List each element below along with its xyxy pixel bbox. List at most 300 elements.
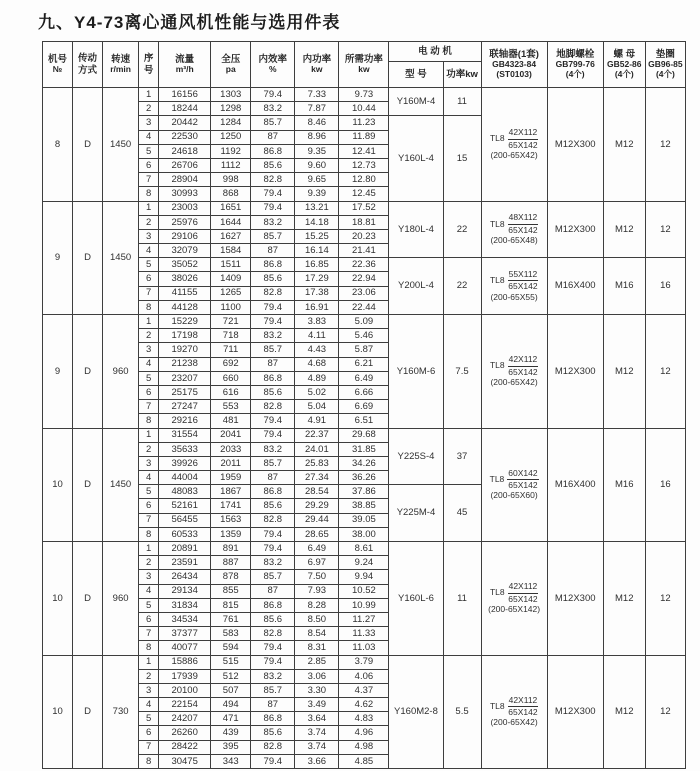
flow-cell: 23207 — [159, 371, 211, 385]
internal-power-cell: 16.14 — [295, 244, 339, 258]
pressure-cell: 343 — [211, 754, 251, 768]
seq-cell: 4 — [139, 244, 159, 258]
seq-cell: 6 — [139, 612, 159, 626]
coupling-note: (200-65X42) — [490, 717, 538, 728]
drive-mode-cell: D — [73, 542, 103, 656]
flow-cell: 26260 — [159, 726, 211, 740]
efficiency-cell: 85.6 — [251, 726, 295, 740]
efficiency-cell: 85.7 — [251, 343, 295, 357]
motor-power-cell: 22 — [443, 201, 481, 258]
required-power-cell: 12.41 — [339, 144, 389, 158]
required-power-cell: 10.44 — [339, 102, 389, 116]
flow-cell: 23003 — [159, 201, 211, 215]
required-power-cell: 10.99 — [339, 598, 389, 612]
flow-cell: 24207 — [159, 712, 211, 726]
speed-cell: 1450 — [103, 201, 139, 315]
flow-cell: 21238 — [159, 357, 211, 371]
seq-cell: 3 — [139, 456, 159, 470]
internal-power-cell: 2.85 — [295, 655, 339, 669]
pressure-cell: 512 — [211, 669, 251, 683]
seq-cell: 4 — [139, 357, 159, 371]
flow-cell: 29106 — [159, 229, 211, 243]
seq-cell: 3 — [139, 343, 159, 357]
nut-cell: M12 — [603, 88, 645, 202]
seq-cell: 3 — [139, 570, 159, 584]
efficiency-cell: 87 — [251, 471, 295, 485]
motor-power-cell: 37 — [443, 428, 481, 485]
pressure-cell: 887 — [211, 556, 251, 570]
machine-no-cell: 8 — [43, 88, 73, 202]
seq-cell: 2 — [139, 102, 159, 116]
speed-cell: 730 — [103, 655, 139, 769]
required-power-cell: 5.46 — [339, 329, 389, 343]
flow-cell: 30475 — [159, 754, 211, 768]
machine-no-cell: 10 — [43, 655, 73, 769]
efficiency-cell: 85.6 — [251, 272, 295, 286]
internal-power-cell: 7.87 — [295, 102, 339, 116]
coupling-cell — [481, 542, 547, 656]
pressure-cell: 1100 — [211, 300, 251, 314]
pressure-cell: 594 — [211, 641, 251, 655]
flow-cell: 29134 — [159, 584, 211, 598]
efficiency-cell: 86.8 — [251, 144, 295, 158]
internal-power-cell: 22.37 — [295, 428, 339, 442]
washer-cell: 12 — [645, 315, 685, 429]
flow-cell: 30993 — [159, 187, 211, 201]
internal-power-cell: 3.74 — [295, 740, 339, 754]
efficiency-cell: 79.4 — [251, 187, 295, 201]
efficiency-cell: 79.4 — [251, 542, 295, 556]
required-power-cell: 9.24 — [339, 556, 389, 570]
internal-power-cell: 8.50 — [295, 612, 339, 626]
motor-model-cell: Y160M2-8 — [389, 655, 443, 769]
internal-power-cell: 29.44 — [295, 513, 339, 527]
efficiency-cell: 83.2 — [251, 215, 295, 229]
col-header-nut: 螺 母 GB52-86 (4个) — [603, 42, 645, 88]
internal-power-cell: 17.38 — [295, 286, 339, 300]
pressure-cell: 998 — [211, 173, 251, 187]
required-power-cell: 10.52 — [339, 584, 389, 598]
flow-cell: 23591 — [159, 556, 211, 570]
seq-cell: 2 — [139, 442, 159, 456]
efficiency-cell: 79.4 — [251, 428, 295, 442]
seq-cell: 7 — [139, 173, 159, 187]
anchor-bolt-cell: M16X400 — [547, 428, 603, 542]
coupling-model-text: TL8 — [489, 360, 505, 371]
flow-cell: 32079 — [159, 244, 211, 258]
internal-power-cell: 16.91 — [295, 300, 339, 314]
motor-model-cell: Y225M-4 — [389, 485, 443, 542]
pressure-cell: 2041 — [211, 428, 251, 442]
flow-cell: 16156 — [159, 88, 211, 102]
pressure-cell: 494 — [211, 698, 251, 712]
required-power-cell: 36.26 — [339, 471, 389, 485]
col-header-required-power: 所需功率 kw — [339, 42, 389, 88]
pressure-cell: 1192 — [211, 144, 251, 158]
seq-cell: 6 — [139, 158, 159, 172]
flow-cell: 31834 — [159, 598, 211, 612]
efficiency-cell: 82.8 — [251, 627, 295, 641]
drive-mode-cell: D — [73, 655, 103, 769]
pressure-cell: 1298 — [211, 102, 251, 116]
required-power-cell: 38.85 — [339, 499, 389, 513]
efficiency-cell: 86.8 — [251, 371, 295, 385]
motor-power-cell: 5.5 — [443, 655, 481, 769]
internal-power-cell: 5.04 — [295, 400, 339, 414]
pressure-cell: 1409 — [211, 272, 251, 286]
required-power-cell: 4.96 — [339, 726, 389, 740]
flow-cell: 17198 — [159, 329, 211, 343]
efficiency-cell: 85.6 — [251, 612, 295, 626]
efficiency-cell: 86.8 — [251, 598, 295, 612]
pressure-cell: 1303 — [211, 88, 251, 102]
efficiency-cell: 85.6 — [251, 158, 295, 172]
pressure-cell: 1741 — [211, 499, 251, 513]
efficiency-cell: 86.8 — [251, 258, 295, 272]
seq-cell: 8 — [139, 527, 159, 541]
flow-cell: 28422 — [159, 740, 211, 754]
required-power-cell: 22.44 — [339, 300, 389, 314]
anchor-bolt-cell: M12X300 — [547, 201, 603, 258]
nut-cell: M16 — [603, 428, 645, 542]
internal-power-cell: 8.31 — [295, 641, 339, 655]
required-power-cell: 39.05 — [339, 513, 389, 527]
pressure-cell: 439 — [211, 726, 251, 740]
motor-power-cell: 15 — [443, 116, 481, 201]
efficiency-cell: 85.6 — [251, 385, 295, 399]
flow-cell: 48083 — [159, 485, 211, 499]
pressure-cell: 1959 — [211, 471, 251, 485]
col-header-flow: 流量 m³/h — [159, 42, 211, 88]
required-power-cell: 11.03 — [339, 641, 389, 655]
seq-cell: 8 — [139, 187, 159, 201]
required-power-cell: 29.68 — [339, 428, 389, 442]
seq-cell: 6 — [139, 272, 159, 286]
pressure-cell: 395 — [211, 740, 251, 754]
pressure-cell: 1651 — [211, 201, 251, 215]
machine-no-cell: 10 — [43, 542, 73, 656]
pressure-cell: 1511 — [211, 258, 251, 272]
flow-cell: 41155 — [159, 286, 211, 300]
pressure-cell: 761 — [211, 612, 251, 626]
seq-cell: 6 — [139, 726, 159, 740]
required-power-cell: 37.86 — [339, 485, 389, 499]
coupling-cell — [481, 258, 547, 315]
washer-cell: 16 — [645, 258, 685, 315]
internal-power-cell: 4.11 — [295, 329, 339, 343]
flow-cell: 44004 — [159, 471, 211, 485]
internal-power-cell: 7.33 — [295, 88, 339, 102]
data-row — [43, 88, 686, 102]
internal-power-cell: 25.83 — [295, 456, 339, 470]
col-header-internal-power: 内功率 kw — [295, 42, 339, 88]
coupling-note: (200-65X48) — [490, 235, 538, 246]
seq-cell: 4 — [139, 471, 159, 485]
col-header-motor-model: 型 号 — [389, 62, 443, 88]
required-power-cell: 23.06 — [339, 286, 389, 300]
washer-cell: 16 — [645, 428, 685, 542]
flow-cell: 60533 — [159, 527, 211, 541]
required-power-cell: 3.79 — [339, 655, 389, 669]
internal-power-cell: 9.60 — [295, 158, 339, 172]
pressure-cell: 891 — [211, 542, 251, 556]
coupling-size-fraction: $\frac{60X142}{65X142}$ — [508, 467, 538, 491]
required-power-cell: 4.62 — [339, 698, 389, 712]
pressure-cell: 583 — [211, 627, 251, 641]
required-power-cell: 12.45 — [339, 187, 389, 201]
machine-no-cell: 10 — [43, 428, 73, 542]
motor-power-cell: 45 — [443, 485, 481, 542]
efficiency-cell: 85.7 — [251, 116, 295, 130]
required-power-cell: 6.51 — [339, 414, 389, 428]
motor-model-cell: Y180L-4 — [389, 201, 443, 258]
pressure-cell: 616 — [211, 385, 251, 399]
coupling-cell — [481, 428, 547, 542]
motor-model-cell: Y160L-6 — [389, 542, 443, 656]
internal-power-cell: 3.64 — [295, 712, 339, 726]
internal-power-cell: 28.54 — [295, 485, 339, 499]
seq-cell: 1 — [139, 655, 159, 669]
internal-power-cell: 24.01 — [295, 442, 339, 456]
internal-power-cell: 4.89 — [295, 371, 339, 385]
internal-power-cell: 15.25 — [295, 229, 339, 243]
required-power-cell: 8.61 — [339, 542, 389, 556]
efficiency-cell: 87 — [251, 130, 295, 144]
col-header-anchor-bolt: 地脚螺栓 GB799-76 (4个) — [547, 42, 603, 88]
internal-power-cell: 9.65 — [295, 173, 339, 187]
flow-cell: 40077 — [159, 641, 211, 655]
coupling-model-text: TL8 — [489, 275, 505, 286]
efficiency-cell: 85.6 — [251, 499, 295, 513]
efficiency-cell: 82.8 — [251, 173, 295, 187]
seq-cell: 3 — [139, 229, 159, 243]
required-power-cell: 18.81 — [339, 215, 389, 229]
pressure-cell: 2033 — [211, 442, 251, 456]
seq-cell: 5 — [139, 485, 159, 499]
efficiency-cell: 86.8 — [251, 485, 295, 499]
data-row — [43, 542, 686, 556]
pressure-cell: 878 — [211, 570, 251, 584]
efficiency-cell: 82.8 — [251, 400, 295, 414]
internal-power-cell: 28.65 — [295, 527, 339, 541]
internal-power-cell: 13.21 — [295, 201, 339, 215]
flow-cell: 22154 — [159, 698, 211, 712]
required-power-cell: 31.85 — [339, 442, 389, 456]
pressure-cell: 718 — [211, 329, 251, 343]
col-header-speed: 转速 r/min — [103, 42, 139, 88]
required-power-cell: 4.85 — [339, 754, 389, 768]
seq-cell: 4 — [139, 130, 159, 144]
flow-cell: 22530 — [159, 130, 211, 144]
coupling-note: (200-65X60) — [490, 490, 538, 501]
flow-cell: 34534 — [159, 612, 211, 626]
efficiency-cell: 87 — [251, 244, 295, 258]
anchor-bolt-cell: M12X300 — [547, 315, 603, 429]
pressure-cell: 553 — [211, 400, 251, 414]
efficiency-cell: 79.4 — [251, 527, 295, 541]
flow-cell: 26706 — [159, 158, 211, 172]
speed-cell: 1450 — [103, 88, 139, 202]
washer-cell: 12 — [645, 201, 685, 258]
header-row-1 — [43, 42, 686, 62]
seq-cell: 1 — [139, 88, 159, 102]
flow-cell: 52161 — [159, 499, 211, 513]
internal-power-cell: 5.02 — [295, 385, 339, 399]
efficiency-cell: 83.2 — [251, 442, 295, 456]
required-power-cell: 5.09 — [339, 315, 389, 329]
internal-power-cell: 27.34 — [295, 471, 339, 485]
pressure-cell: 515 — [211, 655, 251, 669]
required-power-cell: 22.94 — [339, 272, 389, 286]
seq-cell: 7 — [139, 286, 159, 300]
efficiency-cell: 83.2 — [251, 556, 295, 570]
internal-power-cell: 8.54 — [295, 627, 339, 641]
machine-no-cell: 9 — [43, 315, 73, 429]
seq-cell: 8 — [139, 754, 159, 768]
washer-cell: 12 — [645, 542, 685, 656]
pressure-cell: 1112 — [211, 158, 251, 172]
seq-cell: 5 — [139, 598, 159, 612]
speed-cell: 960 — [103, 542, 139, 656]
motor-power-cell: 11 — [443, 542, 481, 656]
efficiency-cell: 86.8 — [251, 712, 295, 726]
required-power-cell: 34.26 — [339, 456, 389, 470]
seq-cell: 1 — [139, 201, 159, 215]
required-power-cell: 5.87 — [339, 343, 389, 357]
required-power-cell: 9.73 — [339, 88, 389, 102]
motor-model-cell: Y160M-6 — [389, 315, 443, 429]
washer-cell: 12 — [645, 88, 685, 202]
internal-power-cell: 9.39 — [295, 187, 339, 201]
pressure-cell: 1627 — [211, 229, 251, 243]
efficiency-cell: 79.4 — [251, 754, 295, 768]
coupling-model-text: TL8 — [489, 133, 505, 144]
seq-cell: 2 — [139, 329, 159, 343]
coupling-size-fraction: $\frac{42X112}{65X142}$ — [508, 127, 538, 150]
internal-power-cell: 16.85 — [295, 258, 339, 272]
flow-cell: 29216 — [159, 414, 211, 428]
seq-cell: 4 — [139, 584, 159, 598]
coupling-size-fraction: $\frac{42X112}{65X142}$ — [508, 581, 538, 604]
pressure-cell: 868 — [211, 187, 251, 201]
flow-cell: 56455 — [159, 513, 211, 527]
flow-cell: 20100 — [159, 683, 211, 697]
pressure-cell: 1250 — [211, 130, 251, 144]
pressure-cell: 1563 — [211, 513, 251, 527]
efficiency-cell: 79.4 — [251, 201, 295, 215]
efficiency-cell: 83.2 — [251, 329, 295, 343]
col-header-machine-no: 机号 № — [43, 42, 73, 88]
col-header-seq: 序 号 — [139, 42, 159, 88]
internal-power-cell: 7.93 — [295, 584, 339, 598]
pressure-cell: 507 — [211, 683, 251, 697]
internal-power-cell: 4.68 — [295, 357, 339, 371]
flow-cell: 20442 — [159, 116, 211, 130]
internal-power-cell: 3.30 — [295, 683, 339, 697]
pressure-cell: 481 — [211, 414, 251, 428]
motor-power-cell: 11 — [443, 88, 481, 116]
coupling-note: (200-65X55) — [490, 291, 538, 302]
flow-cell: 26434 — [159, 570, 211, 584]
pressure-cell: 1584 — [211, 244, 251, 258]
seq-cell: 7 — [139, 627, 159, 641]
flow-cell: 38026 — [159, 272, 211, 286]
efficiency-cell: 83.2 — [251, 102, 295, 116]
coupling-size-fraction: $\frac{48X112}{65X142}$ — [508, 212, 538, 235]
flow-cell: 15886 — [159, 655, 211, 669]
coupling-note: (200-65X42) — [490, 149, 538, 160]
seq-cell: 1 — [139, 315, 159, 329]
flow-cell: 31554 — [159, 428, 211, 442]
pressure-cell: 692 — [211, 357, 251, 371]
motor-power-cell: 22 — [443, 258, 481, 315]
required-power-cell: 22.36 — [339, 258, 389, 272]
efficiency-cell: 82.8 — [251, 286, 295, 300]
washer-cell: 12 — [645, 655, 685, 769]
pressure-cell: 1359 — [211, 527, 251, 541]
anchor-bolt-cell: M16X400 — [547, 258, 603, 315]
seq-cell: 5 — [139, 258, 159, 272]
pressure-cell: 1265 — [211, 286, 251, 300]
efficiency-cell: 85.7 — [251, 683, 295, 697]
seq-cell: 1 — [139, 428, 159, 442]
efficiency-cell: 85.7 — [251, 456, 295, 470]
efficiency-cell: 79.4 — [251, 315, 295, 329]
seq-cell: 7 — [139, 400, 159, 414]
nut-cell: M12 — [603, 201, 645, 258]
motor-model-cell: Y200L-4 — [389, 258, 443, 315]
internal-power-cell: 4.43 — [295, 343, 339, 357]
required-power-cell: 12.80 — [339, 173, 389, 187]
seq-cell: 6 — [139, 499, 159, 513]
flow-cell: 27247 — [159, 400, 211, 414]
required-power-cell: 4.98 — [339, 740, 389, 754]
efficiency-cell: 83.2 — [251, 669, 295, 683]
required-power-cell: 20.23 — [339, 229, 389, 243]
required-power-cell: 6.69 — [339, 400, 389, 414]
flow-cell: 39926 — [159, 456, 211, 470]
seq-cell: 8 — [139, 641, 159, 655]
coupling-model-text: TL8 — [489, 218, 505, 229]
seq-cell: 5 — [139, 144, 159, 158]
flow-cell: 35633 — [159, 442, 211, 456]
flow-cell: 25175 — [159, 385, 211, 399]
anchor-bolt-cell: M12X300 — [547, 542, 603, 656]
pressure-cell: 711 — [211, 343, 251, 357]
flow-cell: 24618 — [159, 144, 211, 158]
required-power-cell: 9.94 — [339, 570, 389, 584]
internal-power-cell: 4.91 — [295, 414, 339, 428]
required-power-cell: 11.89 — [339, 130, 389, 144]
internal-power-cell: 3.49 — [295, 698, 339, 712]
required-power-cell: 4.83 — [339, 712, 389, 726]
flow-cell: 17939 — [159, 669, 211, 683]
coupling-model-text: TL8 — [489, 587, 505, 598]
efficiency-cell: 79.4 — [251, 641, 295, 655]
required-power-cell: 17.52 — [339, 201, 389, 215]
internal-power-cell: 7.50 — [295, 570, 339, 584]
flow-cell: 18244 — [159, 102, 211, 116]
nut-cell: M12 — [603, 542, 645, 656]
col-header-coupling: 联轴器(1套) GB4323-84 (ST0103) — [481, 42, 547, 88]
data-row — [43, 201, 686, 215]
pressure-cell: 471 — [211, 712, 251, 726]
required-power-cell: 4.37 — [339, 683, 389, 697]
drive-mode-cell: D — [73, 315, 103, 429]
seq-cell: 3 — [139, 683, 159, 697]
col-header-efficiency: 内效率 % — [251, 42, 295, 88]
efficiency-cell: 79.4 — [251, 414, 295, 428]
